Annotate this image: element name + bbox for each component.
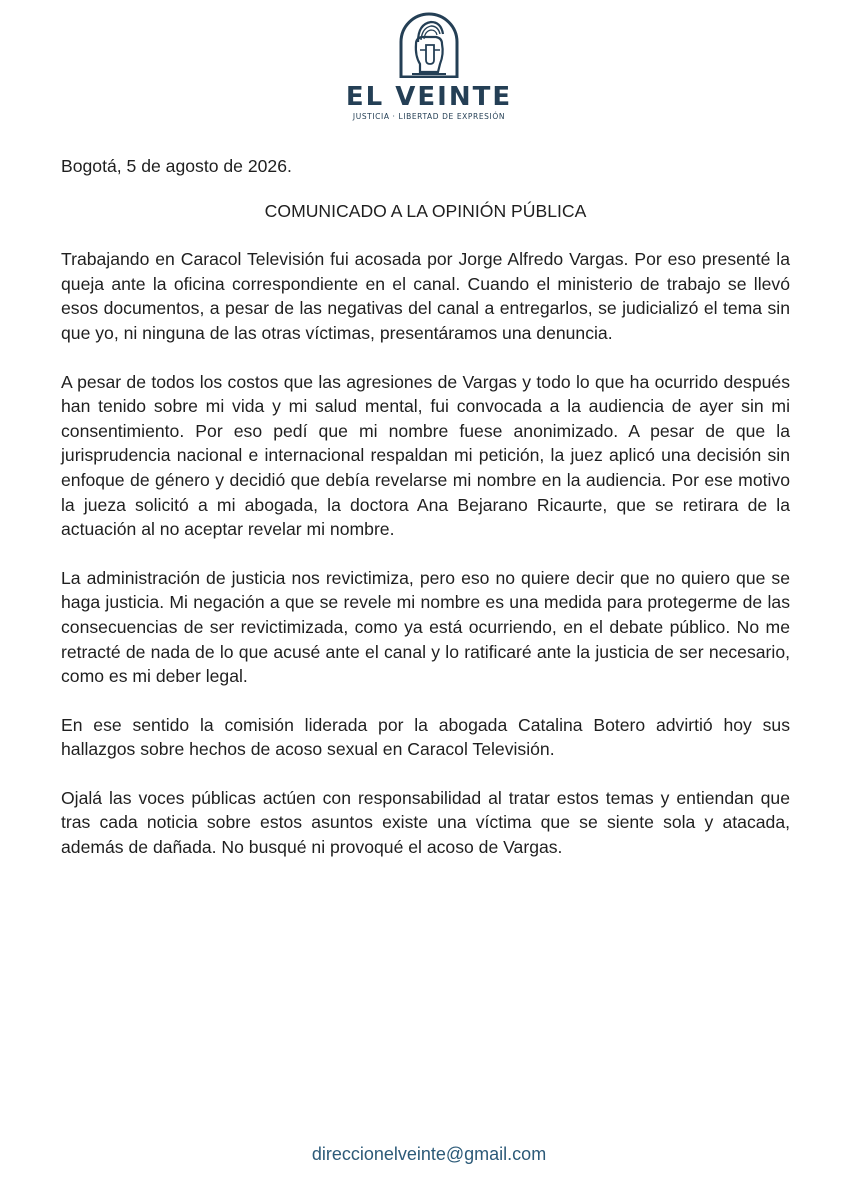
- paragraph-3: La administración de justicia nos revictimiza, pero eso no quiere decir que no quiero que se haga justicia. Mi negación a que se revele mi nombre es una medida para protegerme de las consecuencias de ser revictimizada, como ya está ocurriendo, en el debate público. No me retracté de nada de lo que acusé ante el canal y lo ratificaré ante la justicia de ser necesario, como es mi deber legal.: [61, 567, 790, 687]
- letter-body: [61, 154, 790, 884]
- letterhead: [0, 0, 858, 140]
- brand-name: EL VEINTE: [345, 82, 513, 112]
- paragraph-1: Trabajando en Caracol Televisión fui acosada por Jorge Alfredo Vargas. Por eso presenté la queja ante la oficina correspondiente en el canal. Cuando el ministerio de trabajo se llevó esos documentos, a pesar de las negativas del canal a entregarlos, se judicializó el tema sin que yo, ni ninguna de las otras víctimas, presentáramos una denuncia.: [61, 249, 790, 343]
- footer-email: direccionelveinte@gmail.com: [311, 1144, 547, 1164]
- paragraph-4: En ese sentido la comisión liderada por la abogada Catalina Botero advirtió hoy sus hallazgos sobre hechos de acoso sexual en Caracol Televisión.: [61, 714, 790, 760]
- paragraph-5: Ojalá las voces públicas actúen con responsabilidad al tratar estos temas y entiendan que tras cada noticia sobre estos asuntos existe una víctima que se siente sola y atacada, además de dañada. No busqué ni provoqué el acoso de Vargas.: [61, 787, 790, 858]
- letter-title: COMUNICADO A LA OPINIÓN PÚBLICA: [264, 200, 587, 221]
- letter-date: Bogotá, 5 de agosto de 2026.: [61, 156, 292, 176]
- helmet-arch-icon: [398, 12, 460, 78]
- brand-tagline: JUSTICIA · LIBERTAD DE EXPRESIÓN: [352, 112, 506, 121]
- paragraph-2: A pesar de todos los costos que las agresiones de Vargas y todo lo que ha ocurrido después han tenido sobre mi vida y mi salud mental, fui convocada a la audiencia de ayer sin mi consentimiento. Por eso pedí que mi nombre fuese anonimizado. A pesar de que la jurisprudencia nacional e internacional respaldan mi petición, la juez aplicó una decisión sin enfoque de género y decidió que debía revelarse mi nombre en la audiencia. Por ese motivo la jueza solicitó a mi abogada, la doctora Ana Bejarano Ricaurte, que se retirara de la actuación al no aceptar revelar mi nombre.: [61, 371, 790, 540]
